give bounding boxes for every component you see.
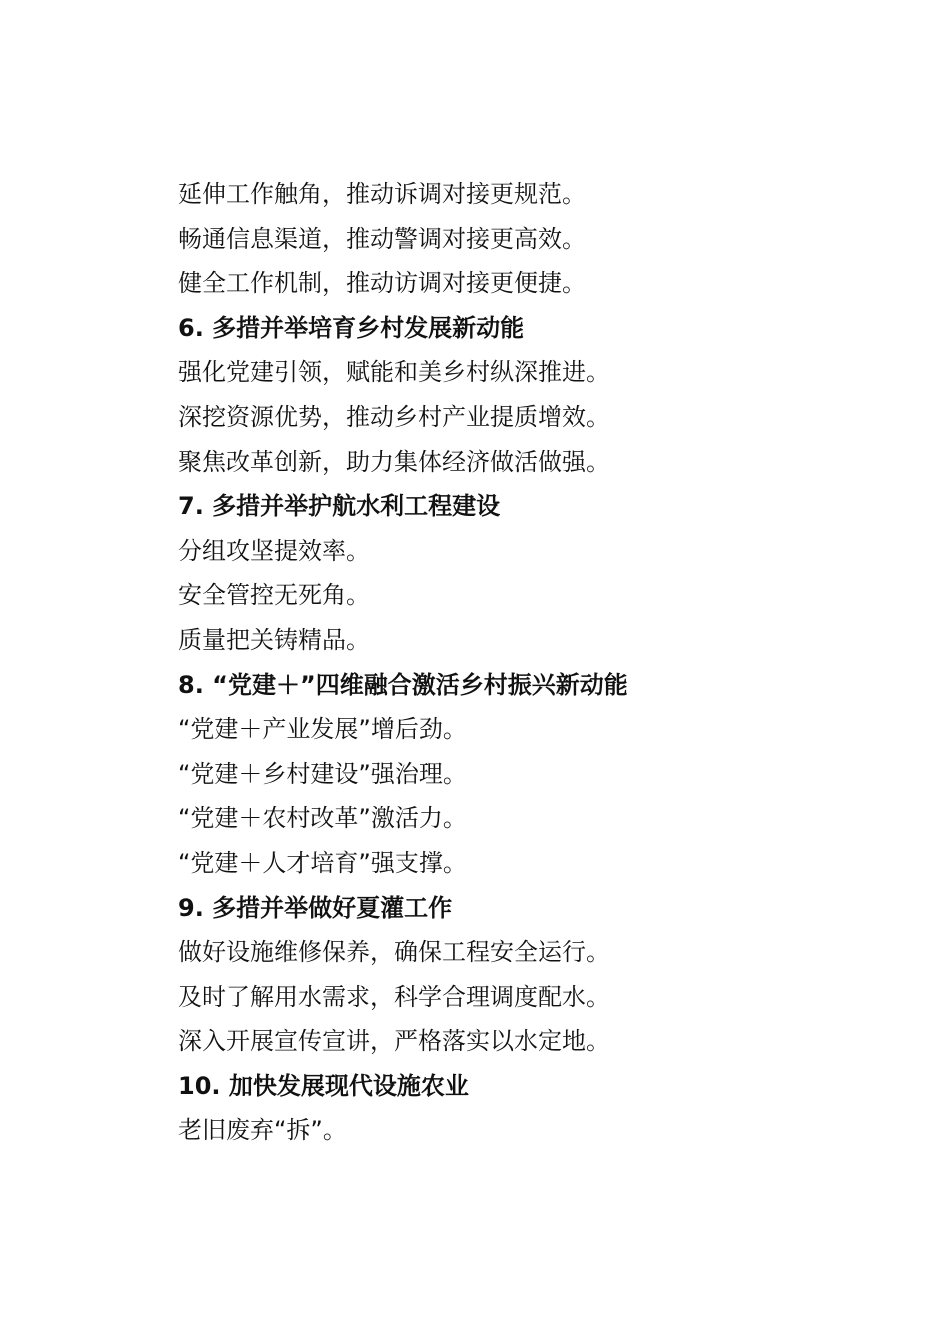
body-line: 分组攻坚提效率。 [178,536,370,565]
body-line: 及时了解用水需求，科学合理调度配水。 [178,982,610,1011]
body-line: “党建＋农村改革”激活力。 [178,804,467,833]
body-line: 深入开展宣传宣讲，严格落实以水定地。 [178,1027,610,1056]
body-line: 健全工作机制，推动访调对接更便捷。 [178,269,586,298]
body-line: 延伸工作触角，推动诉调对接更规范。 [178,180,586,208]
body-line: “党建＋乡村建设”强治理。 [178,759,467,788]
document-page [178,172,898,1153]
section-heading: 7. 多措并举护航水利工程建设 [178,492,501,521]
body-line: 安全管控无死角。 [178,581,370,610]
section-heading: 10. 加快发展现代设施农业 [178,1071,469,1100]
section-heading: 8. “党建＋”四维融合激活乡村振兴新动能 [178,670,628,699]
section-heading: 9. 多措并举做好夏灌工作 [178,893,453,922]
body-line: 做好设施维修保养，确保工程安全运行。 [178,938,610,967]
body-line: 老旧废弃“拆”。 [178,1116,347,1145]
body-line: “党建＋产业发展”增后劲。 [178,715,467,744]
body-line: “党建＋人才培育”强支撑。 [178,848,467,877]
body-line: 质量把关铸精品。 [178,625,370,654]
body-line: 聚焦改革创新，助力集体经济做活做强。 [178,447,610,476]
body-line: 深挖资源优势，推动乡村产业提质增效。 [178,402,610,431]
section-heading: 6. 多措并举培育乡村发展新动能 [178,313,525,342]
body-line: 强化党建引领，赋能和美乡村纵深推进。 [178,358,610,387]
body-line: 畅通信息渠道，推动警调对接更高效。 [178,224,586,253]
